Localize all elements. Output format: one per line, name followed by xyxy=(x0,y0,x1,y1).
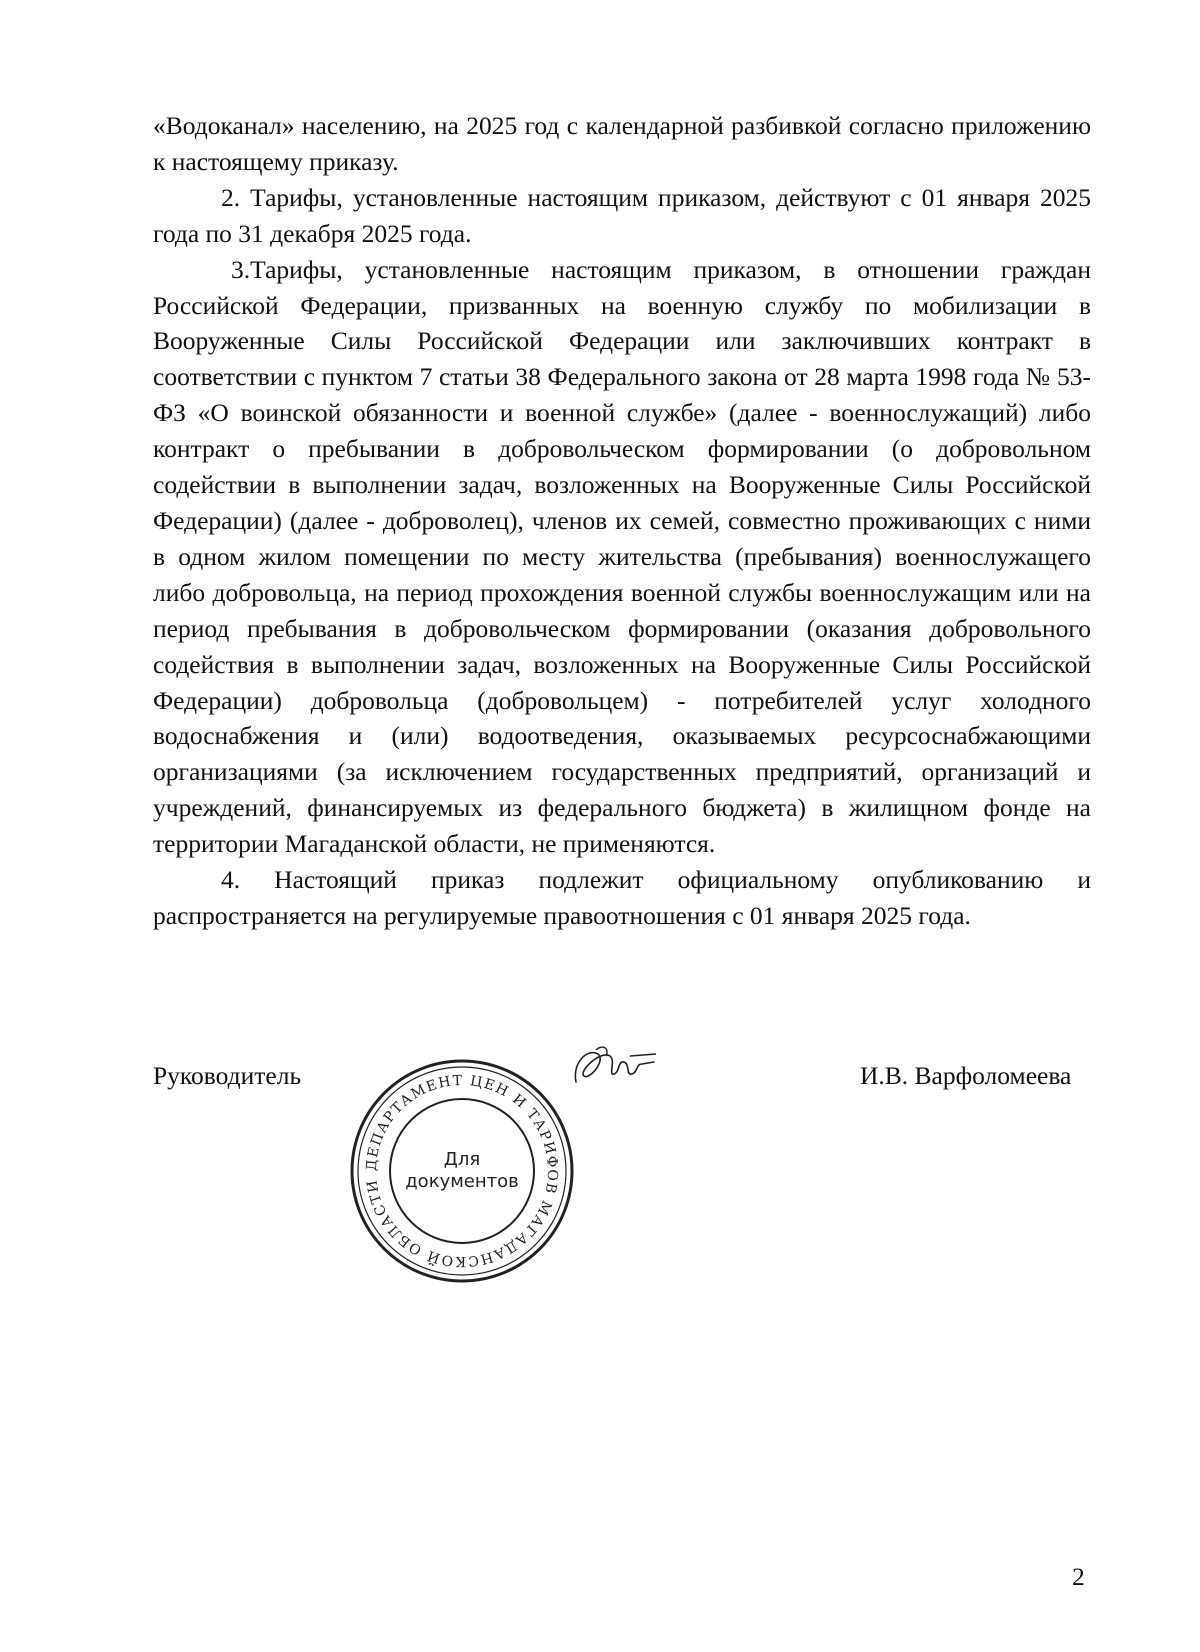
handwritten-signature xyxy=(570,1042,660,1092)
document-body xyxy=(153,108,1091,934)
page-number: 2 xyxy=(1072,1562,1085,1591)
paragraph-2: 2. Тарифы, установленные настоящим приказом, действуют с 01 января 2025 года по 31 декабря 2025 года. xyxy=(153,182,1091,248)
signatory-name: И.В. Варфоломеева xyxy=(860,1061,1072,1090)
stamp-ring-text: ДЕПАРТАМЕНТ ЦЕН И ТАРИФОВ МАГАДАНСКОЙ ОБЛАСТИ xyxy=(363,1072,561,1270)
stamp-seal-icon xyxy=(346,1055,578,1287)
stamp-center-line-1: Для xyxy=(443,1149,481,1170)
official-stamp xyxy=(346,1055,578,1287)
paragraph-continuation: «Водоканал» населению, на 2025 год с календарной разбивкой согласно приложению к настоящему приказу. xyxy=(153,111,1091,176)
paragraph-4: 4. Настоящий приказ подлежит официальному опубликованию и распространяется на регулируемые правоотношения с 01 января 2025 года. xyxy=(153,865,1091,930)
svg-text:ДЕПАРТАМЕНТ ЦЕН И ТАРИФОВ МАГА xyxy=(346,1055,560,1269)
signatory-title: Руководитель xyxy=(153,1061,302,1090)
paragraph-3: 3.Тарифы, установленные настоящим приказом, в отношении граждан Российской Федерации, призванных на военную службу по мобилизации в Вооруженные Силы Российской Федерации или заключивших контракт в соответствии с пунктом 7 статьи 38 Федерального закона от 28 марта 1998 года № 53-ФЗ «О воинской обязанности и военной службе» (далее - военнослужащий) либо контракт о пребывании в добровольческом формировании (о добровольном содействии в выполнении задач, возложенных на Вооруженные Силы Российской Федерации) (далее - доброволец), членов их семей, совместно проживающих с ними в одном жилом помещении по месту жительства (пребывания) военнослужащего либо добровольца, на период прохождения военной службы военнослужащим или на период пребывания в добровольческом формировании (оказания добровольного содействия в выполнении задач, возложенных на Вооруженные Силы Российской Федерации) добровольца (добровольцем) - потребителей услуг холодного водоснабжения и (или) водоотведения, оказываемых ресурсоснабжающими организациями (за исключением государственных предприятий, организаций и учреждений, финансируемых из федерального бюджета) в жилищном фонде на территории Магаданской области, не применяются. xyxy=(153,254,1091,859)
stamp-center-line-2: документов xyxy=(405,1171,519,1192)
